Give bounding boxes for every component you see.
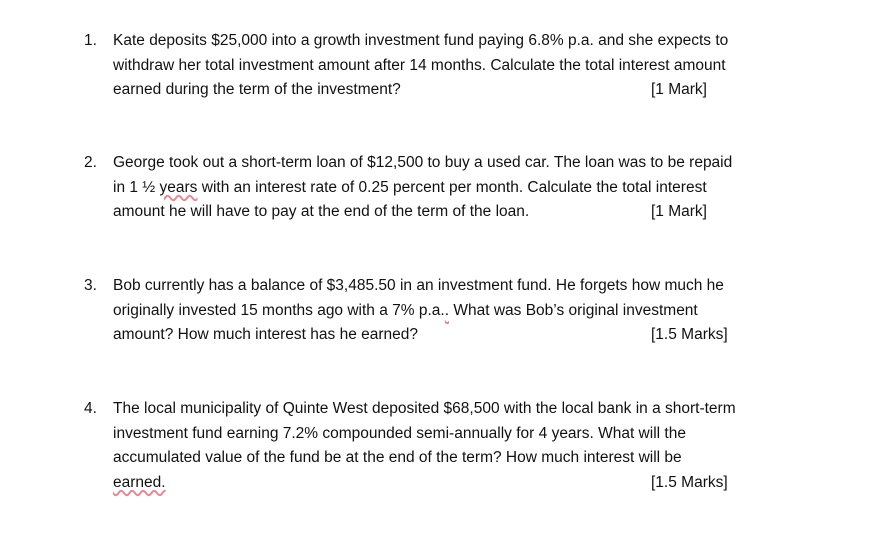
question-4 (84, 397, 824, 495)
question-2 (84, 151, 824, 225)
text-segment: with an interest rate of 0.25 percent per month. Calculate the total interest (197, 178, 707, 196)
marks-label: [1.5 Marks] (651, 326, 728, 343)
question-number: 2. (84, 154, 97, 171)
question-line: Bob currently has a balance of $3,485.50 in an investment fund. He forgets how much he (113, 277, 724, 294)
text-segment: What was Bob’s original investment (449, 301, 698, 319)
question-line: Kate deposits $25,000 into a growth investment fund paying 6.8% p.a. and she expects to (113, 32, 729, 49)
question-text (113, 274, 824, 348)
question-line (113, 176, 824, 201)
question-text (113, 397, 824, 495)
question-number: 4. (84, 400, 97, 417)
question-line: The local municipality of Quinte West deposited $68,500 with the local bank in a short-term (113, 400, 736, 417)
marks-label: [1.5 Marks] (651, 473, 728, 491)
question-line-with-marks (113, 471, 824, 496)
question-3 (84, 274, 824, 348)
spellcheck-flagged-word[interactable]: years (159, 178, 198, 196)
question-text (113, 151, 824, 225)
question-line: amount he will have to pay at the end of the term of the loan. (113, 203, 530, 220)
text-segment: in 1 ½ (113, 178, 160, 196)
question-number: 3. (84, 277, 97, 294)
question-text (113, 29, 824, 103)
marks-label: [1 Mark] (651, 203, 707, 220)
question-line-with-marks (113, 78, 824, 103)
question-line: investment fund earning 7.2% compounded semi-annually for 4 years. What will the (113, 424, 686, 442)
marks-label: [1 Mark] (651, 81, 707, 98)
question-line: accumulated value of the fund be at the end of the term? How much interest will be (113, 449, 682, 466)
spellcheck-flagged-word[interactable]: earned. (113, 473, 166, 491)
question-number: 1. (84, 32, 97, 49)
question-line: earned during the term of the investment? (113, 81, 401, 98)
question-line: George took out a short-term loan of $12,500 to buy a used car. The loan was to be repaid (113, 154, 733, 171)
question-line-with-marks (113, 323, 824, 348)
question-1 (84, 29, 824, 103)
text-segment: originally invested 15 months ago with a 7% p.a. (113, 301, 445, 319)
question-line: amount? How much interest has he earned? (113, 326, 419, 343)
question-line: withdraw her total investment amount after 14 months. Calculate the total interest amount (113, 56, 726, 74)
question-line (113, 299, 824, 324)
question-line-with-marks (113, 200, 824, 225)
spellcheck-flagged-word[interactable]: . (444, 301, 450, 319)
